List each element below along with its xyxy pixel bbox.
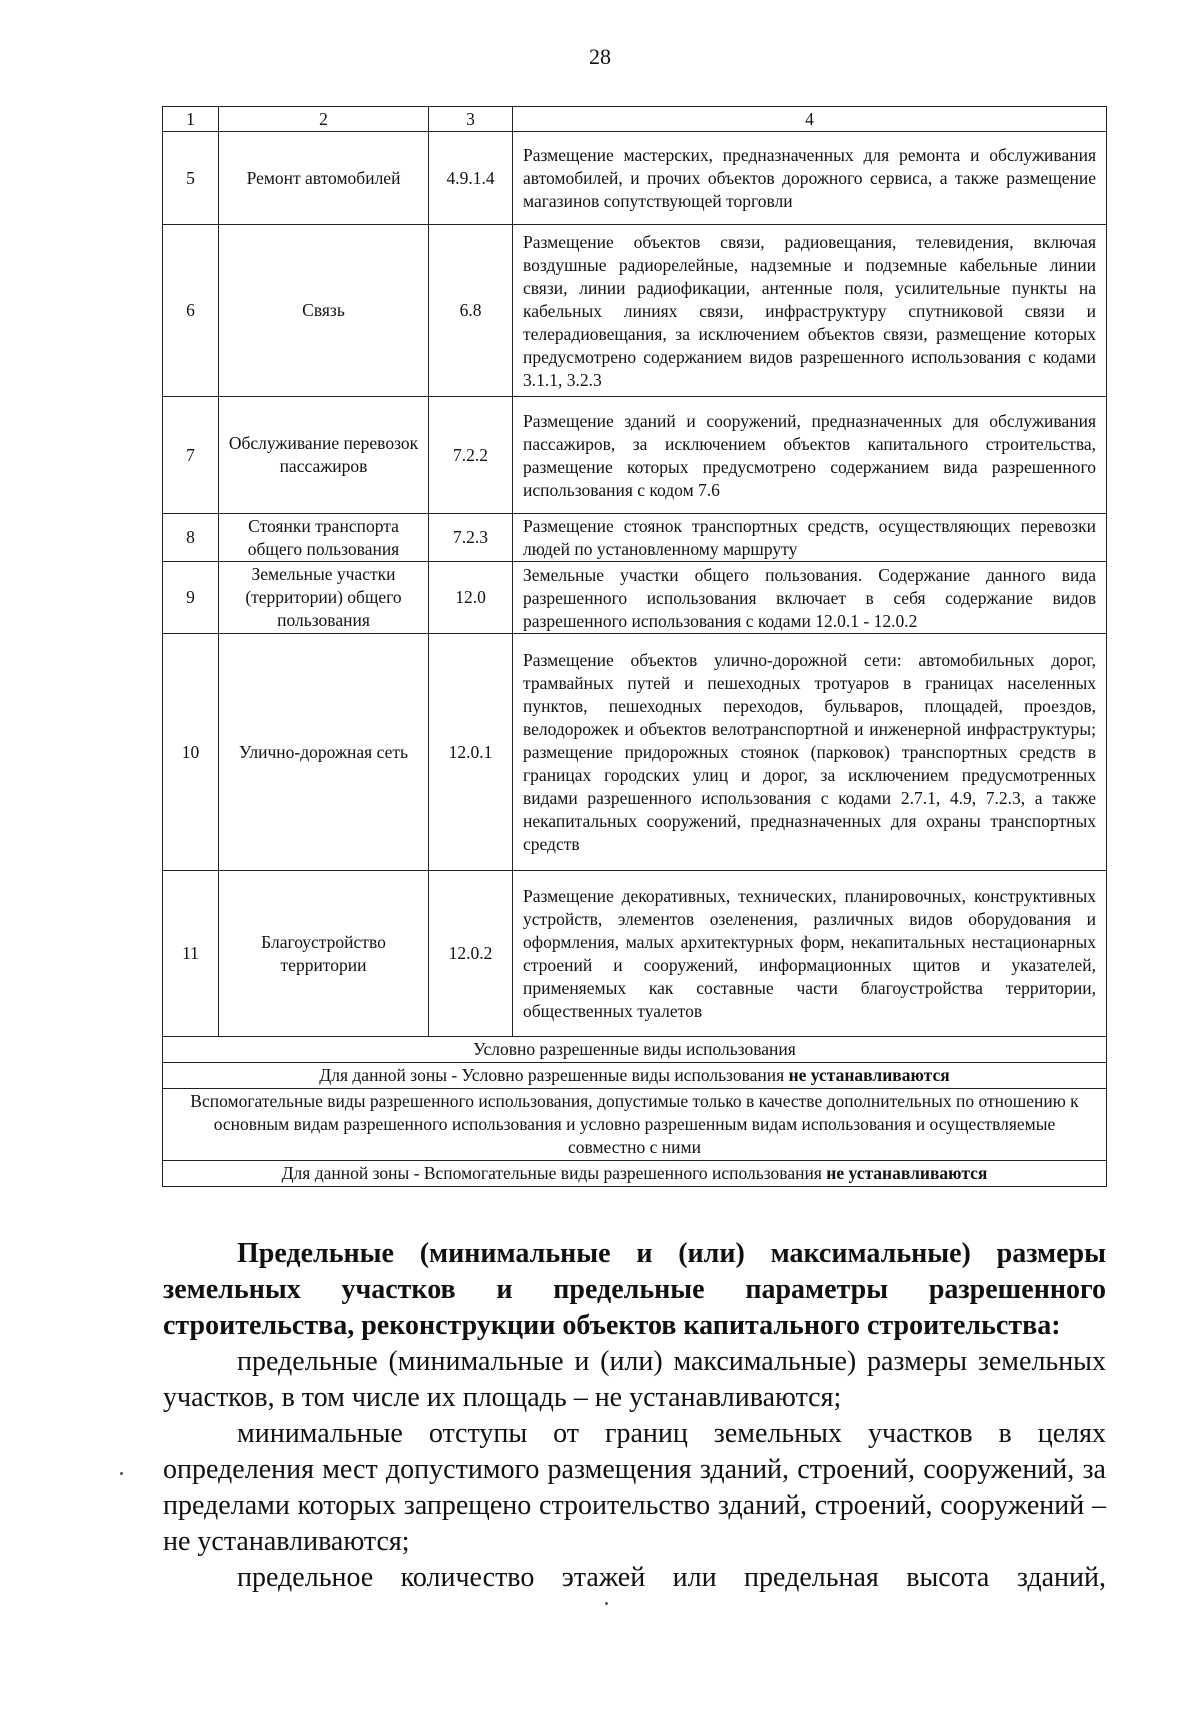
table-row [163, 634, 1107, 871]
auxiliary-uses-note [163, 1161, 1107, 1187]
use-type-name: Земельные участки (территории) общего пользования [219, 562, 429, 634]
use-type-name: Благоустройство территории [219, 871, 429, 1037]
use-type-name: Стоянки транспорта общего пользования [219, 514, 429, 562]
row-number: 8 [163, 514, 219, 562]
conditional-note-bold: не устанавливаются [788, 1065, 950, 1085]
use-type-code: 12.0.2 [429, 871, 513, 1037]
row-number: 5 [163, 132, 219, 225]
use-type-description: Размещение мастерских, предназначенных для ремонта и обслуживания автомобилей, и прочих объектов дорожного сервиса, а также размещение магазинов сопутствующей торговли [513, 132, 1107, 225]
auxiliary-uses-heading: Вспомогательные виды разрешенного использования, допустимые только в качестве дополнительных по отношению к основным видам разрешенного использования и условно разрешенным видам использования и осуществляемые совместно с ними [163, 1089, 1107, 1161]
header-col-1: 1 [163, 107, 219, 132]
use-type-name: Ремонт автомобилей [219, 132, 429, 225]
conditional-uses-heading: Условно разрешенные виды использования [163, 1037, 1107, 1063]
use-type-code: 12.0 [429, 562, 513, 634]
use-type-description: Размещение объектов улично-дорожной сети: автомобильных дорог, трамвайных путей и пешеходных тротуаров в границах населенных пунктов, пешеходных переходов, бульваров, площадей, проездов, велодорожек и объектов велотранспортной и инженерной инфраструктуры; размещение придорожных стоянок (парковок) транспортных средств в границах городских улиц и дорог, за исключением предусмотренных видами разрешенного использования с кодами 2.7.1, 4.9, 7.2.3, а также некапитальных сооружений, предназначенных для охраны транспортных средств [513, 634, 1107, 871]
paragraph-plot-sizes: предельные (минимальные и (или) максимальные) размеры земельных участков, в том числе их площадь – не устанавливаются; [163, 1346, 1106, 1413]
use-type-code: 6.8 [429, 225, 513, 397]
table-row [163, 225, 1107, 397]
paragraph-setbacks: минимальные отступы от границ земельных участков в целях определения мест допустимого размещения зданий, строений, сооружений, за пределами которых запрещено строительство зданий, строений, сооружений – не устанавливаются; [163, 1418, 1106, 1557]
auxiliary-uses-note-row [163, 1161, 1107, 1187]
row-number: 9 [163, 562, 219, 634]
row-number: 6 [163, 225, 219, 397]
row-number: 11 [163, 871, 219, 1037]
table-row [163, 562, 1107, 634]
row-number: 7 [163, 397, 219, 514]
use-type-name: Улично-дорожная сеть [219, 634, 429, 871]
scan-speck [120, 1472, 123, 1475]
conditional-uses-heading-row [163, 1037, 1107, 1063]
use-type-name: Обслуживание перевозок пассажиров [219, 397, 429, 514]
section-heading: Предельные (минимальные и (или) максимальные) размеры земельных участков и предельные параметры разрешенного строительства, реконструкции объектов капитального строительства: [163, 1238, 1106, 1341]
use-type-code: 7.2.2 [429, 397, 513, 514]
use-type-code: 4.9.1.4 [429, 132, 513, 225]
auxiliary-note-bold: не устанавливаются [826, 1163, 988, 1183]
paragraph-floors: предельное количество этажей или предельная высота зданий, [237, 1562, 1106, 1593]
conditional-uses-note-row [163, 1063, 1107, 1089]
row-number: 10 [163, 634, 219, 871]
use-type-description: Размещение объектов связи, радиовещания, телевидения, включая воздушные радиорелейные, надземные и подземные кабельные линии связи, линии радиофикации, антенные поля, усилительные пункты на кабельных линиях связи, инфраструктуру спутниковой связи и телерадиовещания, за исключением объектов связи, размещение которых предусмотрено содержанием видов разрешенного использования с кодами 3.1.1, 3.2.3 [513, 225, 1107, 397]
header-col-3: 3 [429, 107, 513, 132]
table-row [163, 514, 1107, 562]
land-use-table [162, 106, 1107, 1187]
header-col-4: 4 [513, 107, 1107, 132]
use-type-code: 7.2.3 [429, 514, 513, 562]
use-type-description: Размещение стоянок транспортных средств, осуществляющих перевозки людей по установленному маршруту [513, 514, 1107, 562]
use-type-description: Земельные участки общего пользования. Содержание данного вида разрешенного использования включает в себя содержание видов разрешенного использования с кодами 12.0.1 - 12.0.2 [513, 562, 1107, 634]
conditional-note-text: Для данной зоны - Условно разрешенные виды использования [319, 1065, 789, 1085]
header-col-2: 2 [219, 107, 429, 132]
conditional-uses-note [163, 1063, 1107, 1089]
use-type-description: Размещение зданий и сооружений, предназначенных для обслуживания пассажиров, за исключением объектов капитального строительства, размещение которых предусмотрено содержанием вида разрешенного использования с кодом 7.6 [513, 397, 1107, 514]
use-type-description: Размещение декоративных, технических, планировочных, конструктивных устройств, элементов озеленения, различных видов оборудования и оформления, малых архитектурных форм, некапитальных нестационарных строений и сооружений, информационных щитов и указателей, применяемых как составные части благоустройства территории, общественных туалетов [513, 871, 1107, 1037]
page-number: 28 [589, 44, 611, 69]
table-header-row [163, 107, 1107, 132]
scan-speck [605, 1602, 608, 1605]
use-type-code: 12.0.1 [429, 634, 513, 871]
auxiliary-uses-heading-row [163, 1089, 1107, 1161]
auxiliary-note-text: Для данной зоны - Вспомогательные виды разрешенного использования [281, 1163, 827, 1183]
table-row [163, 871, 1107, 1037]
table-row [163, 397, 1107, 514]
use-type-name: Связь [219, 225, 429, 397]
table-row [163, 132, 1107, 225]
parameters-section [163, 1236, 1106, 1596]
